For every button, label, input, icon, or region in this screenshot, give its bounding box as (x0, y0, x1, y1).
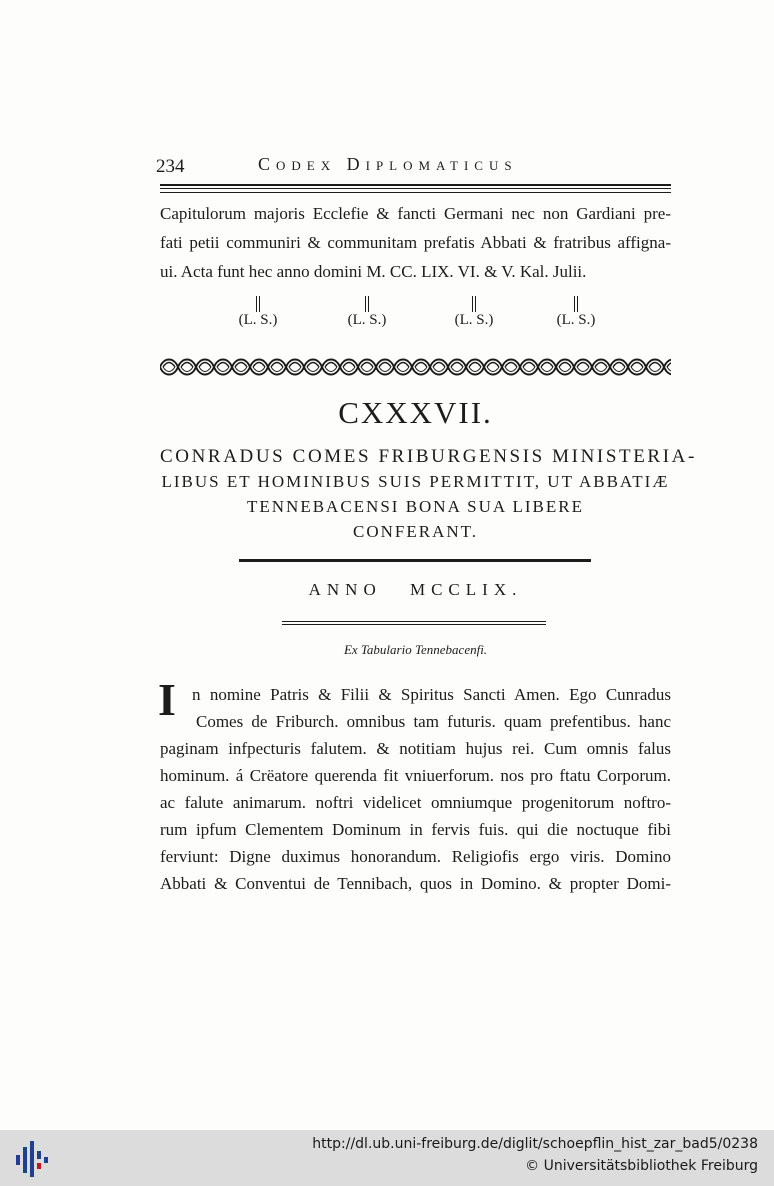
text-line: ferviunt: Digne duximus honorandum. Religiofis ergo viris. Domino (160, 847, 671, 866)
section-rule (239, 559, 591, 562)
charter-title-line: LIBUS ET HOMINIBUS SUIS PERMITTIT, UT ABBATIÆ (161, 472, 670, 491)
charter-number: CXXXVII. (338, 395, 493, 430)
permalink-url[interactable]: http://dl.ub.uni-freiburg.de/diglit/schoepflin_hist_zar_bad5/0238 (312, 1136, 758, 1152)
rope-ornament-divider (160, 356, 671, 378)
text-line: rum ipfum Clementem Dominum in fervis fuis. qui die noctuque fibi (160, 820, 671, 839)
copyright-credit: © Universitätsbibliothek Freiburg (525, 1158, 758, 1174)
header-rule (160, 184, 671, 186)
text-line: ac falute animarum. noftri videlicet omniumque progenitorum noftro- (160, 793, 671, 812)
seal-mark (228, 296, 288, 329)
seal-mark (546, 296, 606, 329)
page-number: 234 (156, 156, 185, 177)
seal-cord-icon (546, 296, 606, 312)
header-rule (160, 188, 671, 189)
text-line: Capitulorum majoris Ecclefie & fancti Germani nec non Gardiani pre- (160, 204, 671, 223)
seal-cord-icon (337, 296, 397, 312)
text-line: n nomine Patris & Filii & Spiritus Sancti Amen. Ego Cunradus (192, 685, 671, 704)
source-note: Ex Tabulario Tennebacenfi. (343, 642, 488, 657)
charter-title-line: CONRADUS COMES FRIBURGENSIS MINISTERIA- (160, 446, 697, 467)
text-line: fati petii communiri & communitam prefatis Abbati & fratribus affigna- (160, 233, 671, 252)
charter-year: ANNO MCCLIX. (308, 580, 523, 599)
section-rule (282, 624, 546, 625)
seal-mark (337, 296, 397, 329)
running-title: Codex Diplomaticus (258, 154, 518, 174)
section-rule (282, 621, 546, 622)
seal-mark (444, 296, 504, 329)
header-rule (160, 192, 671, 193)
text-line: paginam infpecturis falutem. & notitiam hujus rei. Cum omnis falus (160, 739, 671, 758)
seal-label: (L. S.) (556, 312, 596, 328)
charter-title-line: TENNEBACENSI BONA SUA LIBERE (247, 497, 584, 516)
text-line: Comes de Friburch. omnibus tam futuris. quam prefentibus. hanc (196, 712, 671, 731)
seal-label: (L. S.) (238, 312, 278, 328)
library-logo-icon (12, 1139, 52, 1179)
text-line: hominum. á Crëatore querenda fit vniuerforum. nos pro ftatu Corporum. (160, 766, 671, 785)
viewer-footer (0, 1130, 774, 1186)
charter-title-line: CONFERANT. (353, 522, 478, 541)
seal-label: (L. S.) (454, 312, 494, 328)
seal-cord-icon (444, 296, 504, 312)
drop-cap: I (158, 674, 176, 725)
seal-label: (L. S.) (347, 312, 387, 328)
text-line: ui. Acta funt hec anno domini M. CC. LIX. VI. & V. Kal. Julii. (160, 262, 587, 281)
seal-cord-icon (228, 296, 288, 312)
text-line: Abbati & Conventui de Tennibach, quos in Domino. & propter Domi- (160, 874, 671, 893)
